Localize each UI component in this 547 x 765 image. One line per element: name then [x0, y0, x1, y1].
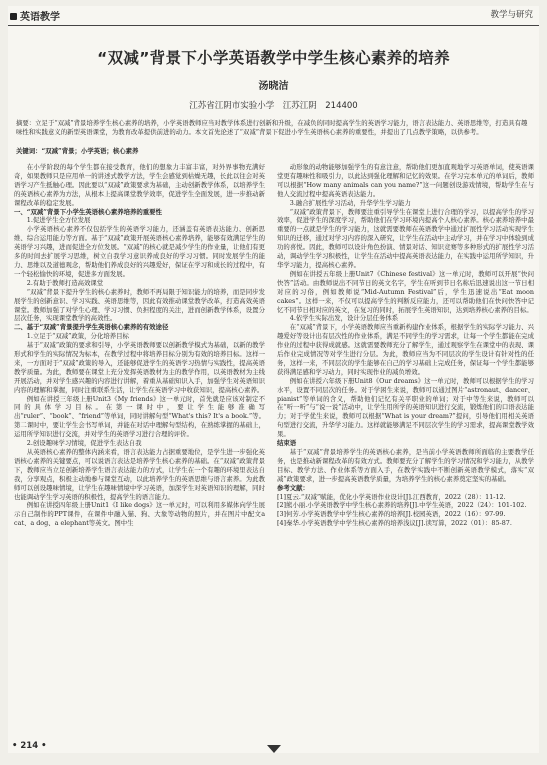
header-divider: [8, 25, 539, 26]
reference-item: [1]夏云.“双减”赋能，优化小学英语作业设计[J].江西教育，2022（28）：11-12.: [277, 492, 506, 501]
subsection-heading: 1.立足于“双减”政策，分化培养目标: [26, 332, 129, 341]
scroll-down-icon[interactable]: [267, 745, 281, 753]
right-column: [277, 163, 534, 733]
section-heading: 一、“双减”背景下小学生英语核心素养培养的重要性: [14, 207, 162, 216]
body-paragraph: 例如在讲授五年级上册Unit7《Chinese festival》这一单元时，教师可以开展“快问快答”活动。由教师说出不同节日的英文名字，学生在听到节日名称后迅速说出这一节日相对应的习俗，例如教师说“Mid-Autumn Festival”后，学生迅速说出“Eat moon cakes”。这样一来，不仅可以提高学生的判断反应能力，还可以帮助他们在快问快答中记忆不同节日相对应的英文，在复习的同时，拓展学生英语知识，达到培养核心素养的目标。: [277, 269, 534, 314]
abstract: 摘要：立足于“双减”背景培养学生核心素养的培养，小学英语教师应当对教学体系进行创新和升级，在减负的同时提高学生的英语学习能力，语言表达能力、英语思维等，打造具有趣味性和实践意义的新型英语课堂，为教育改革提供前进的动力。本文首先论述了“双减”背景下促进小学生英语核心素养的重要性，并提出了几点教学策略，以供参考。: [16, 119, 528, 137]
body-paragraph: 例如在讲授四年级上册Unit1《I like dogs》这一单元时，可以利用多媒体向学生展示自己制作的PPT课件，在课件中融入猫、狗、大象等动物的照片，并在图片中配文a cat、a dog、a elephant等英文。图中生: [14, 501, 265, 528]
subsection-heading: 2.创设趣味学习情境，促进学生表达自我: [26, 439, 142, 448]
body-paragraph: “双减”政策背景下，教师要注重引导学生在课堂上进行合理的学习，以提高学生的学习效率，促进学生的深度学习，帮助他们在学习环境内提高个人核心素养。核心素养培养中最重要的一点就是学生的学习能力，这就需要教师在英语教学中通过扩展性学习活动实现学生知识的迁移，通过对学习内容的深入研究，让学生在活动中主动学习，并在学习中体验到成功的喜悦。因此，教师可以设计角色扮演、情景对话、知识竞赛等多种形式的扩展性学习活动，调动学生学习积极性，让学生在活动中提高英语表达能力，在实践中运用所学知识，升华学习能力，提高核心素养。: [277, 207, 534, 269]
article-author: 汤晓洁: [258, 81, 289, 92]
page-header: [8, 6, 539, 26]
body-paragraph: 例如在讲授三年级上册Unit3《My friends》这一单元时，首先就是应该对制定不同的具体学习目标。在第一课时中，要让学生能够准确写出“ruler”、“book”、“friend”等单词，同时讲解句型“What's this? It's a book.”等。第二课时中，要让学生会书写单词，并能在对话中理解句型结构，在熟练掌握的基础上，运用所学知识进行交流，并对学生的英语学习进行合理的评价。: [14, 394, 265, 439]
author-affiliation: 江苏省江阴市实验小学 江苏江阴 214400: [189, 101, 358, 111]
body-paragraph: “双减”背景下提升学生的核心素养时，教师不再局限于知识能力的培养，而是同步发展学生的创新意识、学习实践、英语思维等，因此有效推动课堂教学改革，打造高效英语课堂。教师加强了对学生心理、学习习惯、负担程度的关注，进而创新教学体系，设置分层次任务，实现课堂教学的高效性。: [14, 287, 265, 323]
article-page: [8, 6, 539, 753]
body-paragraph: 例如在讲授六年级下册Unit8《Our dreams》这一单元时，教师可以根据学生的学习水平，设置不同层次的任务。对于学困生来说，教师可以通过图片“astronaut、dancer、pianist”等单词的含义，帮助他们记忆有关平职业的单词；对于中等生来说，教师可以在“听一听”与“说一说”活动中，让学生用所学的英语知识进行交流，锻炼他们的口语表达能力；对于学优生来说，教师可以根据“What is your dream?”提问，引导他们用相关英语句型进行交流，升华学习能力。这样就能够满足不同层次学生的学习需求，提高课堂教学效果。: [277, 376, 534, 439]
journal-column: 教学与研究: [490, 10, 533, 20]
subsection-heading: 4.依学生实际出发，设计分层任务体系: [289, 314, 399, 323]
references-heading: 参考文献：: [277, 483, 309, 492]
left-column: [14, 163, 265, 733]
keywords: 关键词：“双减”背景；小学英语；核心素养: [16, 147, 139, 155]
reference-item: [4]秦华.小学英语教学中学生核心素养的培养浅议[J].读写算，2022（01）：85-87.: [277, 519, 512, 528]
reference-item: [2]熊小丽.小学英语教学中学生核心素养的培养[J].中学生英语，2022（24）：101-102.: [277, 501, 527, 510]
subsection-heading: 2.有助于教师打造高效课堂: [26, 278, 104, 287]
body-paragraph: 基于“双减”政策的要求和引导，小学英语教师要以创新教学模式为基础，以新的教学形式和学生的实际情况为标本，在教学过程中将培养目标分别为有效的培养目标。这样一来，一方面对于“双减”政策的导入，还能够促进学生的英语学习热情与实践性，提高英语教学质量。为此，教师要在课堂上充分发挥英语教材为主的教学作用，以英语教材为主线开展活动，并对学生感兴趣的内容进行讲解，着重从基础知识入手，加强学生对英语知识内容的理解和掌握，同时注重联系生活，让学生在英语学习中收获知识，提高核心素养。: [14, 341, 265, 394]
section-marker-icon: [10, 13, 17, 20]
intro-paragraph: 在小学阶段的每个学生都在接受教育，他们的想象力丰富丰富，对外界事物充满好奇，如果教师只是应用单一的讲述式教学方法，学生会感觉到枯燥无趣，长此以往会对英语学习产生抵触心理。因此要以“双减”政策要求为基础，主动创新教学体系，以培养学生的英语核心素养为方法，从根本上提高课堂教学效率，促进学生全面发展，进一步推动新课程改革的稳定发展。: [14, 163, 265, 207]
body-paragraph: 动形象的动物能够加强学生的有意注意，帮助他们更加直观地学习英语单词，使英语课堂更有趣味性和吸引力，以此达到强化理解和记忆的效果。在学习完本单元的单词后，教师可以根据“How many animals can you name?”这一问题创设游戏情境，帮助学生在与他人交流过程中提高英语表达能力。: [277, 163, 534, 198]
subsection-heading: 3.融合扩展性学习活动，升华学生学习能力: [289, 198, 411, 207]
body-paragraph: 从英语核心素养的整体内涵来看，语言表达能力占据重要地位，是学生进一步强化英语核心素养的关键要点，可以说语言表达是培养学生核心素养的基础。在“双减”政策背景下，教师应当立足创新培养学生语言表达能力的方式，让学生在一个有趣的环境里表达自我，分享观点，积极主动地参与课堂互动，以此培养学生的英语思维与语言素养。为此教师可以创设趣味情境，让学生在趣味情境中学习英语，加深学生对英语知识的理解，同时也能调动学生学习英语的积极性，提高学生的语言能力。: [14, 448, 265, 501]
body-paragraph: 在“双减”背景下，小学英语教师应当重新构建作业体系，根据学生的实际学习能力、兴趣爱好等设计出有层次性的作业体系，满足不同学生的学习需求，让每一个学生都能在完成作业的过程中获得成就感。这就需要教师充分了解学生，通过观察学生在课堂中的表现、课后作业完成情况等对学生进行分层。为此，教师应当为不同层次的学生设计有针对性的任务，这样一来，不同层次的学生能够在自己的学习基础上完成任务，保证每一个学生都能够获得满足感和学习动力，同时实现作业的减负增效。: [277, 323, 534, 376]
article-title: “双减”背景下小学英语教学中学生核心素养的培养: [97, 49, 450, 67]
reference-item: [3]何芳.小学英语教学中学生核心素养的培养[J].校园英语，2022（16）：97-99.: [277, 510, 506, 519]
body-paragraph: 小学英语核心素养不仅包括学生的英语学习能力，还涵盖有英语表达能力、创新思维、综合运用能力等方面。基于“双减”政策开展英语核心素养培养，能够有效满足学生的英语学习兴趣，进而促进全方位发展。“双减”的核心就是减少学生的作业量，让他们有更多的时间去扩展学习思维，树立自我学习意识养成良好的学习习惯。同时发展学生的能力、思维以及道德观念，帮助他们养成良好的兴趣爱好，保证在学习和成长的过程中，有一个轻松愉快的环境，促进多方面发展。: [14, 225, 265, 278]
body-paragraph: 基于“双减”背景培养学生的英语核心素养，是当前小学英语教师所面临的主要教学任务，也是推动新课程改革的有效方式。教师要充分了解学生的学习情况和学习能力，从教学目标、教学方法、作业体系等方面入手，在教学实践中不断创新英语教学模式，落实“双减”政策要求，进一步提高英语教学质量，为培养学生的核心素养奠定坚实的基础。: [277, 448, 534, 483]
section-label: [10, 8, 60, 23]
conclusion-heading: 结束语: [277, 439, 297, 448]
section-name: 英语教学: [20, 12, 60, 23]
subsection-heading: 1.促进学生全方位发展: [26, 216, 91, 225]
page-number: • 214 •: [12, 741, 47, 751]
section-heading: 二、基于“双减”背景提升学生英语核心素养的有效途径: [14, 323, 169, 332]
